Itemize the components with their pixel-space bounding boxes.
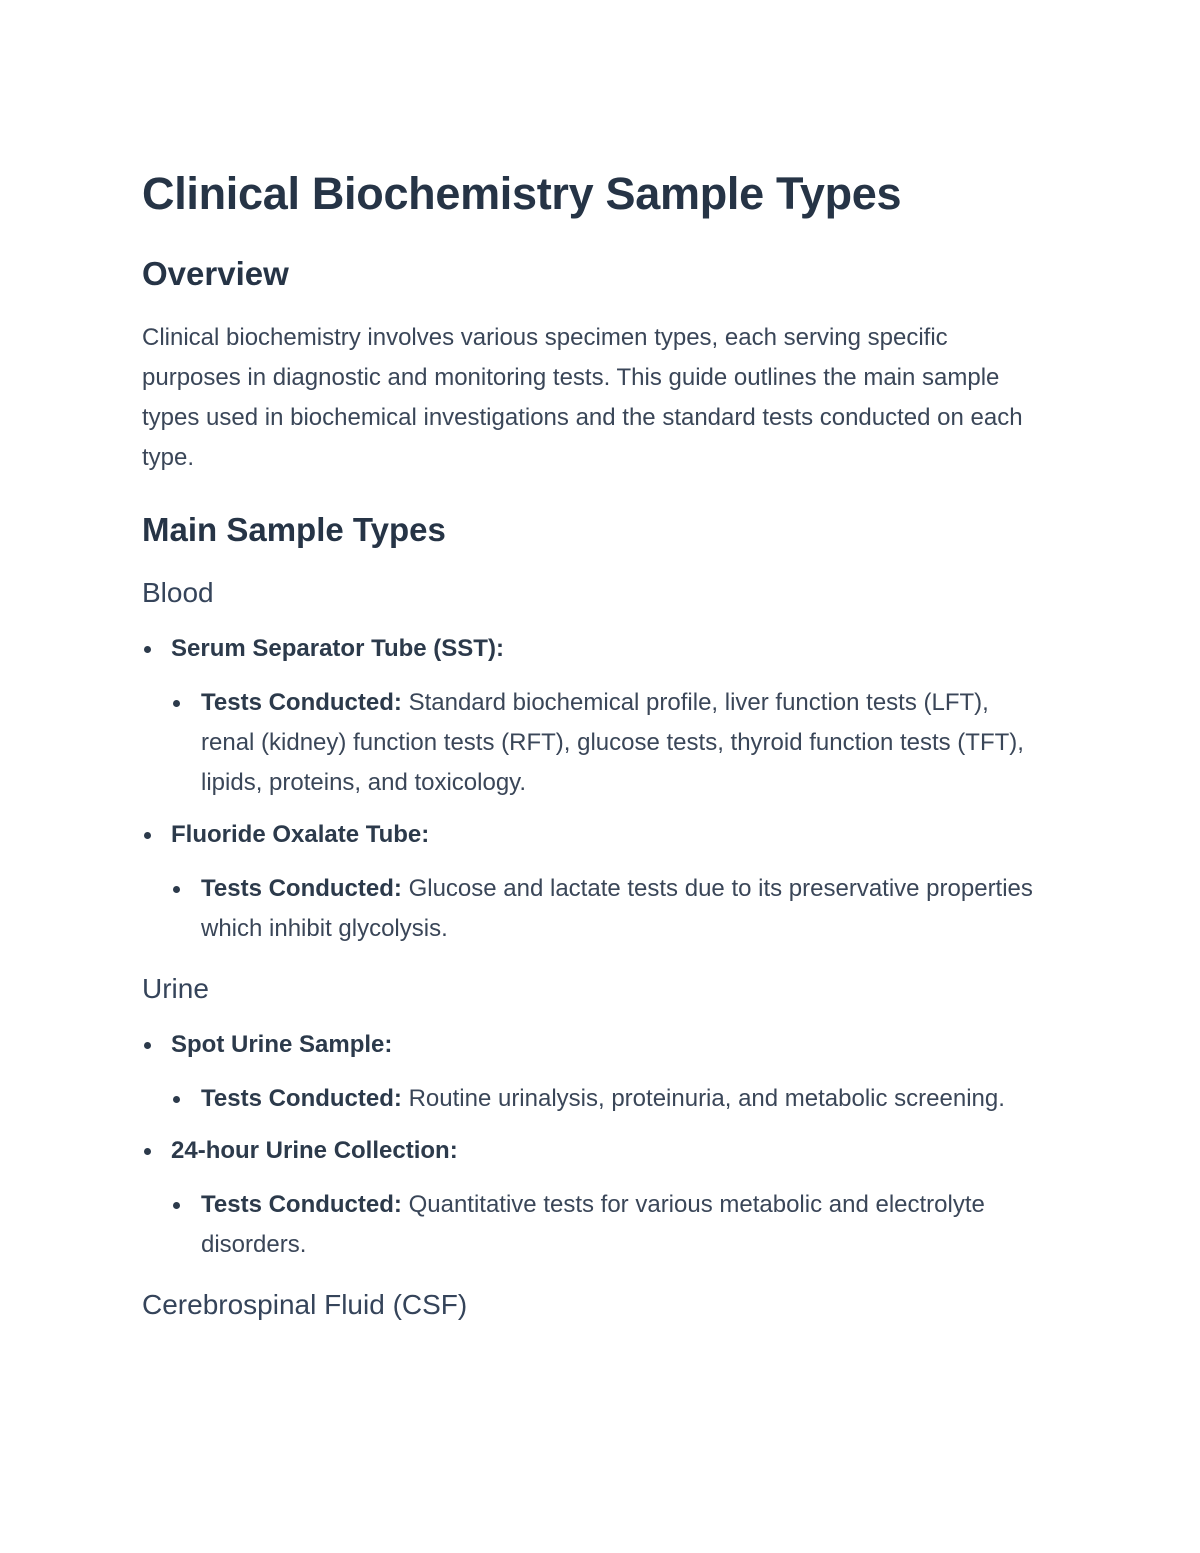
document-title: Clinical Biochemistry Sample Types: [142, 168, 902, 219]
bullet-icon: [144, 1148, 151, 1155]
sample-label: Serum Separator Tube (SST):: [171, 635, 504, 662]
tests-text: Routine urinalysis, proteinuria, and metabolic screening.: [401, 1085, 1005, 1112]
sample-label: Spot Urine Sample:: [171, 1031, 393, 1058]
list-item: [142, 1025, 1042, 1119]
sample-label: Fluoride Oxalate Tube:: [171, 821, 430, 848]
sample-label: 24-hour Urine Collection:: [171, 1137, 458, 1164]
tests-label: Tests Conducted:: [201, 1085, 402, 1112]
bullet-icon: [144, 646, 151, 653]
tests-list: [171, 683, 1042, 803]
tests-label: Tests Conducted:: [201, 689, 402, 716]
bullet-icon: [173, 886, 180, 893]
section-heading-blood: Blood: [142, 577, 214, 608]
bullet-icon: [144, 1042, 151, 1049]
tests-text: Standard biochemical profile, liver function tests (LFT), renal (kidney) function tests (RFT), glucose tests, thyroid function tests (TFT), lipids, proteins, and toxicology.: [201, 689, 1024, 796]
tests-label: Tests Conducted:: [201, 1191, 402, 1218]
list-item: [171, 683, 1046, 803]
bullet-icon: [144, 832, 151, 839]
bullet-icon: [173, 700, 180, 707]
bullet-icon: [173, 1202, 180, 1209]
list-item: [142, 815, 1042, 949]
document-page: [142, 164, 1042, 1325]
bullet-icon: [173, 1096, 180, 1103]
section-heading-urine: Urine: [142, 973, 209, 1004]
section-heading-csf: Cerebrospinal Fluid (CSF): [142, 1289, 468, 1320]
tests-list: [171, 1079, 1042, 1119]
tests-text: Quantitative tests for various metabolic and electrolyte disorders.: [201, 1191, 985, 1258]
blood-sample-list: [142, 629, 1042, 949]
list-item: [171, 1185, 1046, 1265]
list-item: [142, 629, 1042, 803]
tests-text: Glucose and lactate tests due to its preservative properties which inhibit glycolysis.: [201, 875, 1033, 942]
overview-paragraph: Clinical biochemistry involves various specimen types, each serving specific purposes in diagnostic and monitoring tests. This guide outlines the main sample types used in biochemical investigations and the standard tests conducted on each type.: [142, 324, 1023, 471]
overview-heading: Overview: [142, 255, 289, 292]
main-sample-types-heading: Main Sample Types: [142, 511, 446, 548]
list-item: [171, 1079, 1046, 1119]
list-item: [171, 869, 1046, 949]
urine-sample-list: [142, 1025, 1042, 1265]
tests-label: Tests Conducted:: [201, 875, 402, 902]
list-item: [142, 1131, 1042, 1265]
tests-list: [171, 869, 1042, 949]
tests-list: [171, 1185, 1042, 1265]
